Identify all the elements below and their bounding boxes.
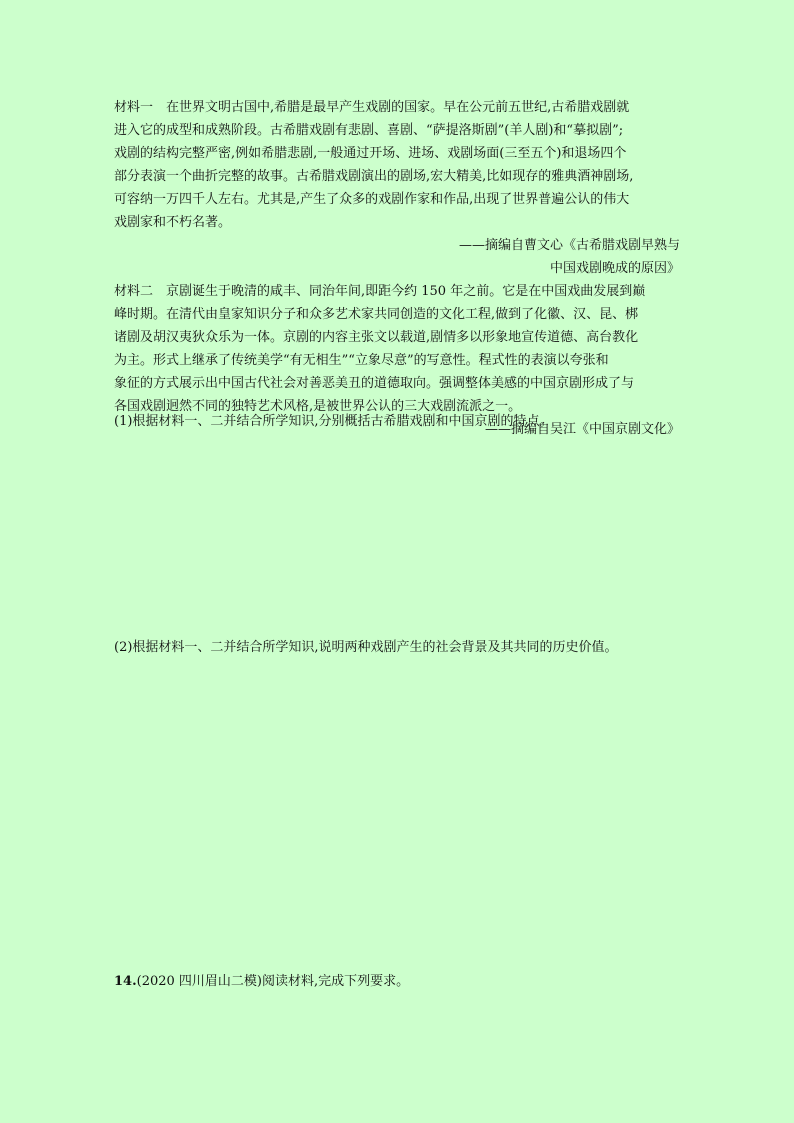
material-two-line: 象征的方式展示出中国古代社会对善恶美丑的道德取向。强调整体美感的中国京剧形成了与 bbox=[114, 376, 635, 391]
material-one-line: 部分表演一个曲折完整的故事。古希腊戏剧演出的剧场,宏大精美,比如现存的雅典酒神剧场, bbox=[114, 169, 634, 184]
material-two-line: 为主。形式上继承了传统美学“有无相生”“立象尽意”的写意性。程式性的表演以夸张和 bbox=[114, 353, 609, 368]
question-14-number: 14. bbox=[114, 974, 137, 989]
material-two-line: 各国戏剧迥然不同的独特艺术风格,是被世界公认的三大戏剧流派之一。 bbox=[114, 399, 522, 414]
material-two-line: 峰时期。在清代由皇家知识分子和众多艺术家共同创造的文化工程,做到了化徽、汉、昆、梆 bbox=[114, 307, 639, 322]
material-one-line: 可容纳一万四千人左右。尤其是,产生了众多的戏剧作家和作品,出现了世界普遍公认的伟大 bbox=[114, 192, 630, 207]
material-one-line: 进入它的成型和成熟阶段。古希腊戏剧有悲剧、喜剧、“萨提洛斯剧”(羊人剧)和“摹拟剧”; bbox=[114, 123, 624, 138]
material-one bbox=[114, 96, 680, 280]
material-one-line: 戏剧家和不朽名著。 bbox=[114, 215, 232, 230]
material-two-line: 诸剧及胡汉夷狄众乐为一体。京剧的内容主张文以载道,剧情多以形象地宣传道德、高台教化 bbox=[114, 330, 639, 345]
question-14-text: (2020 四川眉山二模)阅读材料,完成下列要求。 bbox=[136, 974, 410, 989]
material-two-line: 材料二 京剧诞生于晚清的咸丰、同治年间,即距今约 150 年之前。它是在中国戏曲发展到巅 bbox=[114, 284, 646, 299]
material-one-source-cont: 中国戏剧晚成的原因》 bbox=[549, 261, 680, 276]
material-one-source: ——摘编自曹文心《古希腊戏剧早熟与 bbox=[458, 238, 680, 253]
material-one-line: 材料一 在世界文明古国中,希腊是最早产生戏剧的国家。早在公元前五世纪,古希腊戏剧就 bbox=[114, 100, 630, 115]
question-1: (1)根据材料一、二并结合所学知识,分别概括古希腊戏剧和中国京剧的特点。 bbox=[114, 414, 553, 429]
question-2: (2)根据材料一、二并结合所学知识,说明两种戏剧产生的社会背景及其共同的历史价值。 bbox=[114, 640, 618, 655]
question-14 bbox=[114, 970, 409, 993]
material-one-line: 戏剧的结构完整严密,例如希腊悲剧,一般通过开场、进场、戏剧场面(三至五个)和退场四个 bbox=[114, 146, 627, 161]
material-two-source: ——摘编自吴江《中国京剧文化》 bbox=[484, 422, 680, 437]
